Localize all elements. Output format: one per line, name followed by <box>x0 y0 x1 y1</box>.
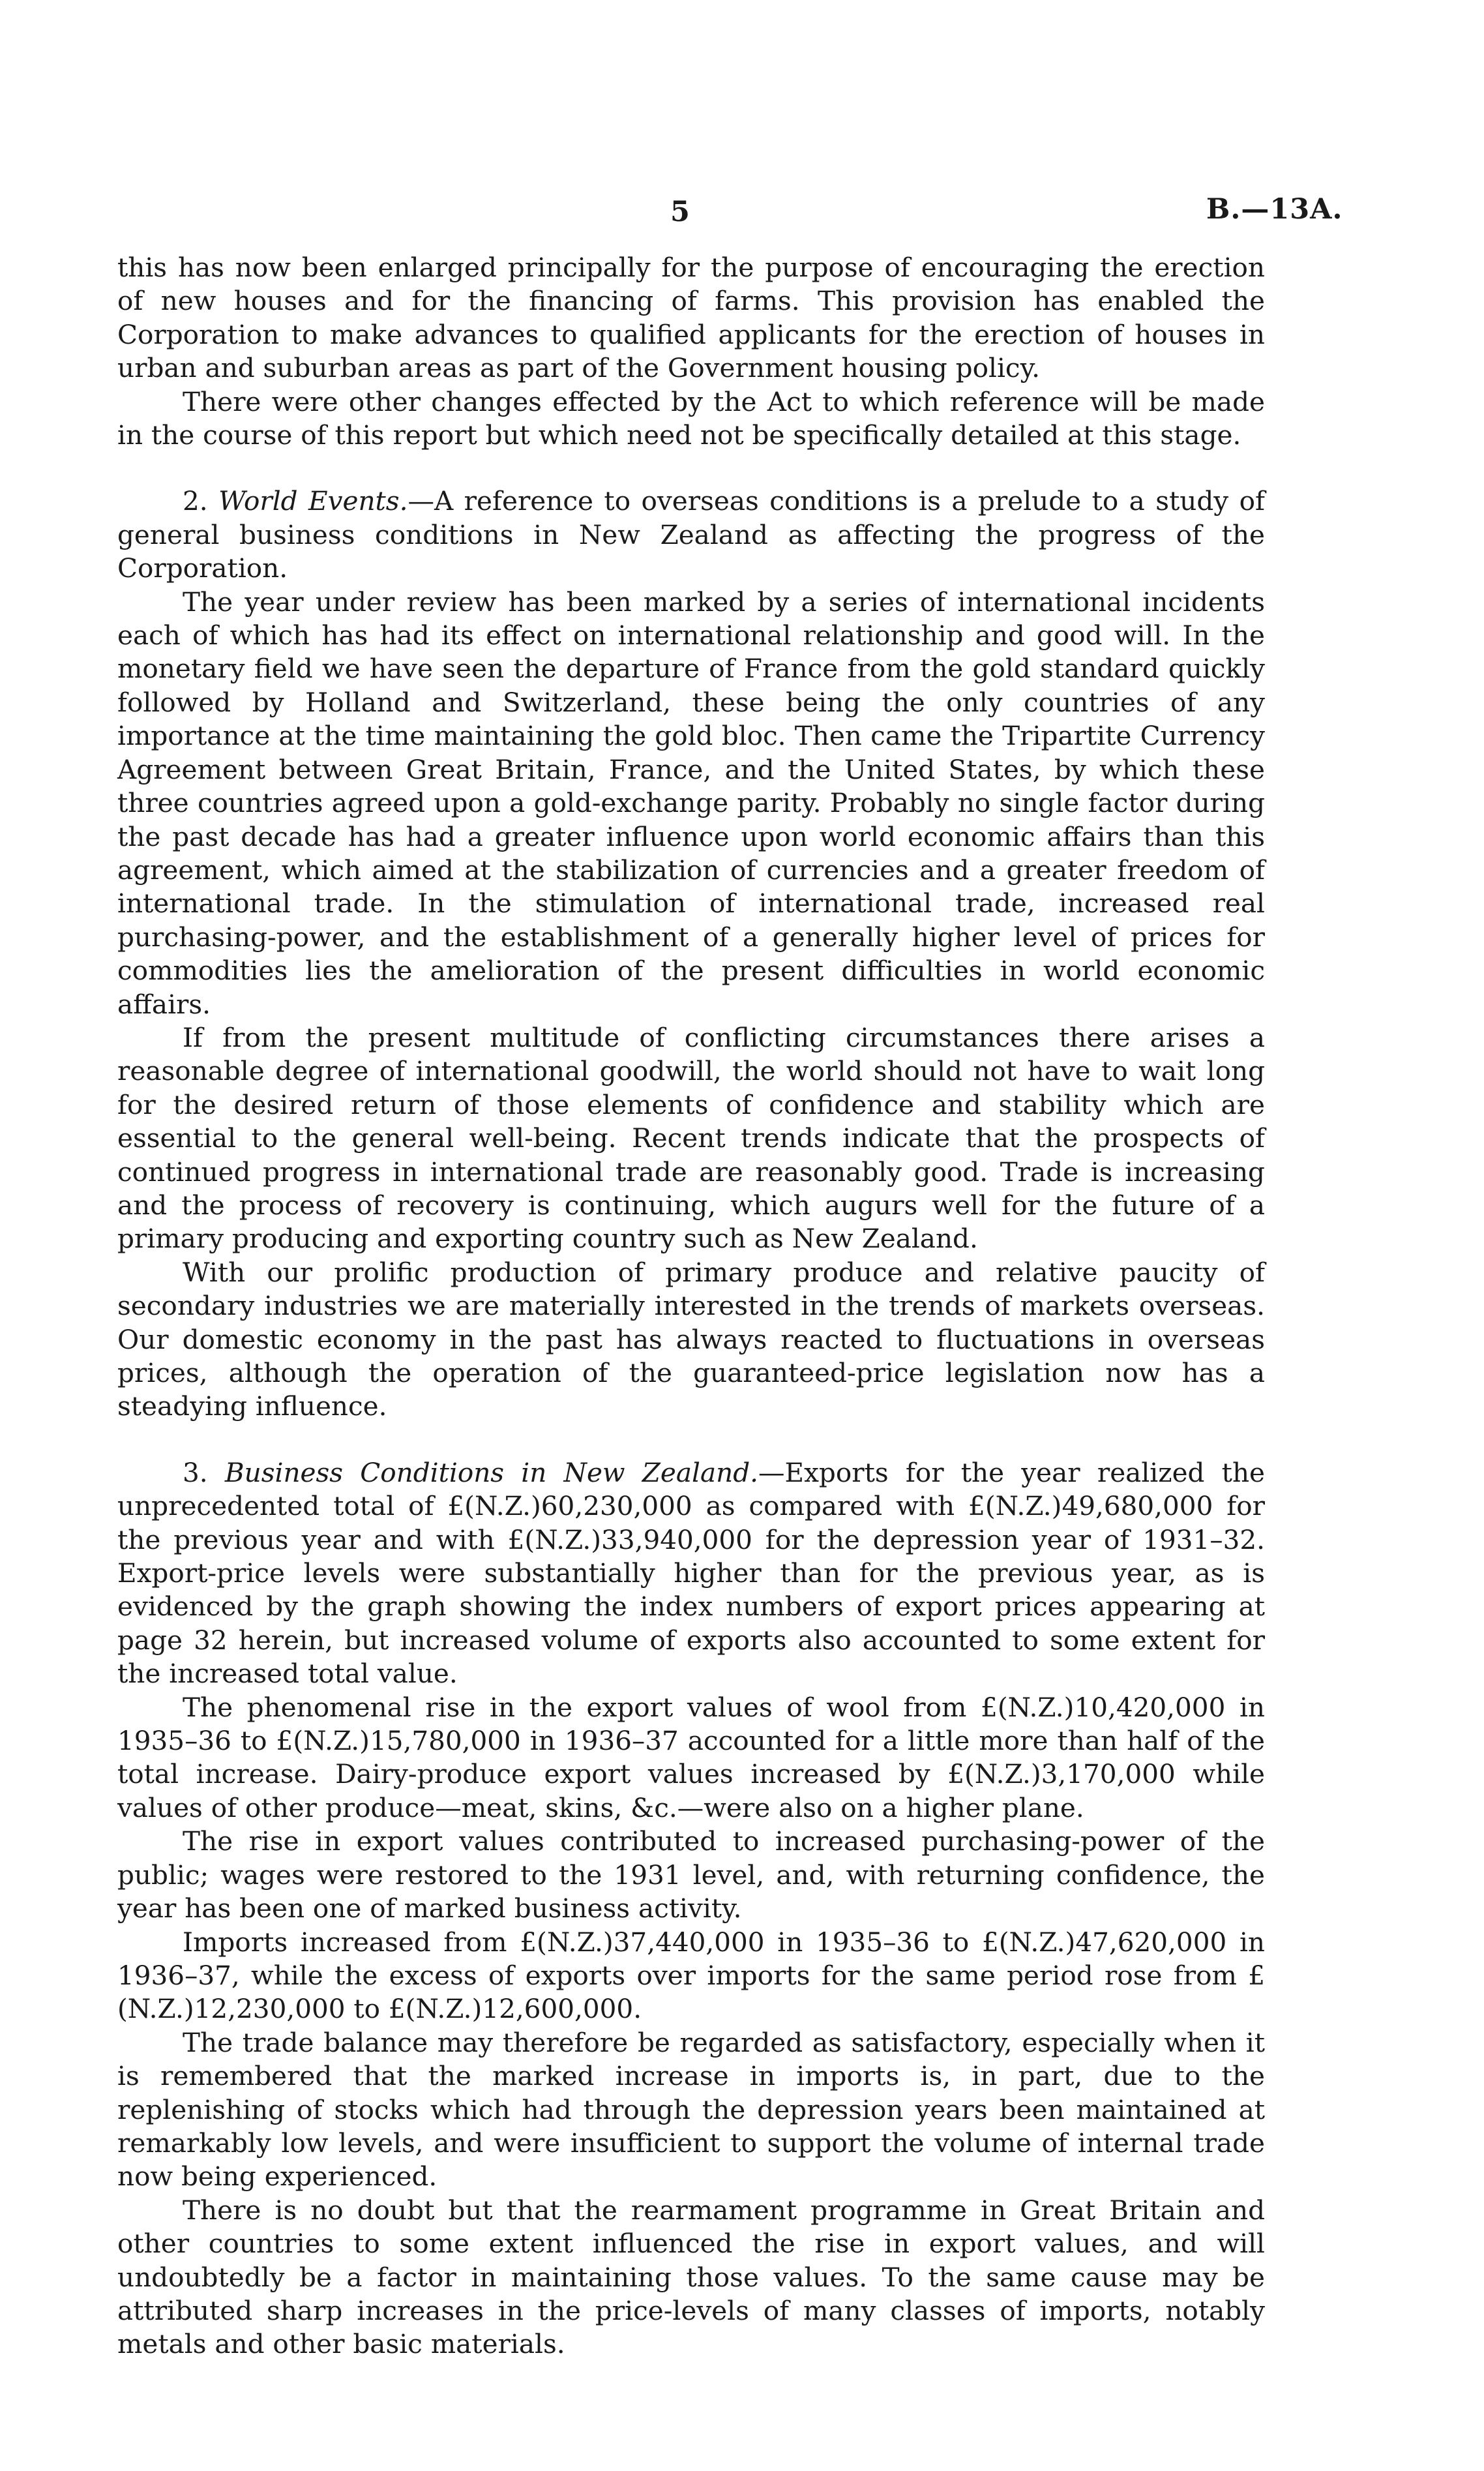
section-heading: Business Conditions in New Zealand. <box>224 1456 759 1488</box>
paragraph: The trade balance may therefore be regarded as satisfactory, especially when it is remembered that the marked increase in imports is, in part, due to the replenishing of stocks which had through the depression years been maintained at remarkably low levels, and were insufficient to support the volume of internal trade now being experienced. <box>117 2026 1265 2193</box>
section-world-events <box>117 485 1265 585</box>
section-business-conditions <box>117 1456 1265 1691</box>
paragraph: Imports increased from £(N.Z.)37,440,000 in 1935–36 to £(N.Z.)47,620,000 in 1936–37, while the excess of exports over imports for the same period rose from £(N.Z.)12,230,000 to £(N.Z.)12,600,000. <box>117 1926 1265 2025</box>
section-heading: World Events. <box>218 485 408 517</box>
page-number: 5 <box>670 196 690 228</box>
paragraph: There were other changes effected by the Act to which reference will be made in the course of this report but which need not be specifically detailed at this stage. <box>117 385 1265 451</box>
paragraph: this has now been enlarged principally for the purpose of encouraging the erection of new houses and for the financing of farms. This provision has enabled the Corporation to make advances to qualified applicants for the erection of houses in urban and suburban areas as part of the Government housing policy. <box>117 252 1265 384</box>
paragraph: The rise in export values contributed to increased purchasing-power of the public; wages were restored to the 1931 level, and, with returning confidence, the year has been one of marked business activity. <box>117 1825 1265 1924</box>
paragraph: The year under review has been marked by a series of international incidents each of which has had its effect on international relationship and good will. In the monetary field we have seen the departure of France from the gold standard quickly followed by Holland and Switzerland, these being the only countries of any importance at the time maintaining the gold bloc. Then came the Tripartite Currency Agreement between Great Britain, France, and the United States, by which these three countries agreed upon a gold-exchange parity. Probably no single factor during the past decade has had a greater influence upon world economic affairs than this agreement, which aimed at the stabilization of currencies and a greater freedom of international trade. In the stimulation of international trade, increased real purchasing-power, and the establishment of a generally higher level of prices for commodities lies the amelioration of the present difficulties in world economic affairs. <box>117 586 1265 1020</box>
paragraph: There is no doubt but that the rearmament programme in Great Britain and other countries to some extent influenced the rise in export values, and will undoubtedly be a factor in maintaining those values. To the same cause may be attributed sharp increases in the price-levels of many classes of imports, notably metals and other basic materials. <box>117 2194 1265 2360</box>
section-number: 3. <box>183 1456 208 1488</box>
paragraph: If from the present multitude of conflicting circumstances there arises a reasonable degree of international goodwill, the world should not have to wait long for the desired return of those elements of confidence and stability which are essential to the general well-being. Recent trends indicate that the prospects of continued progress in international trade are reasonably good. Trade is increasing and the process of recovery is continuing, which augurs well for the future of a primary producing and exporting country such as New Zealand. <box>117 1021 1265 1255</box>
section-text: —Exports for the year realized the unprecedented total of £(N.Z.)60,230,000 as compared with £(N.Z.)49,680,000 for the previous year and with £(N.Z.)33,940,000 for the depression year of 1931–32. Export-price levels were substantially higher than for the previous year, as is evidenced by the graph showing the index numbers of export prices appearing at page 32 herein, but increased volume of exports also accounted to some extent for the increased total value. <box>117 1456 1265 1690</box>
section-number: 2. <box>183 485 208 517</box>
paragraph: The phenomenal rise in the export values of wool from £(N.Z.)10,420,000 in 1935–36 to £(N.Z.)15,780,000 in 1936–37 accounted for a little more than half of the total increase. Dairy-produce export values increased by £(N.Z.)3,170,000 while values of other produce—meat, skins, &c.—were also on a higher plane. <box>117 1691 1265 1823</box>
body-text <box>117 251 1265 2361</box>
document-reference: B.—13A. <box>1206 193 1343 226</box>
section-text: —A reference to overseas conditions is a prelude to a study of general business conditions in New Zealand as affecting the progress of the Corporation. <box>117 485 1265 584</box>
paragraph: With our prolific production of primary produce and relative paucity of secondary industries we are materially interested in the trends of markets overseas. Our domestic economy in the past has always reacted to fluctuations in overseas prices, although the operation of the guaranteed-price legislation now has a steadying influence. <box>117 1256 1265 1422</box>
